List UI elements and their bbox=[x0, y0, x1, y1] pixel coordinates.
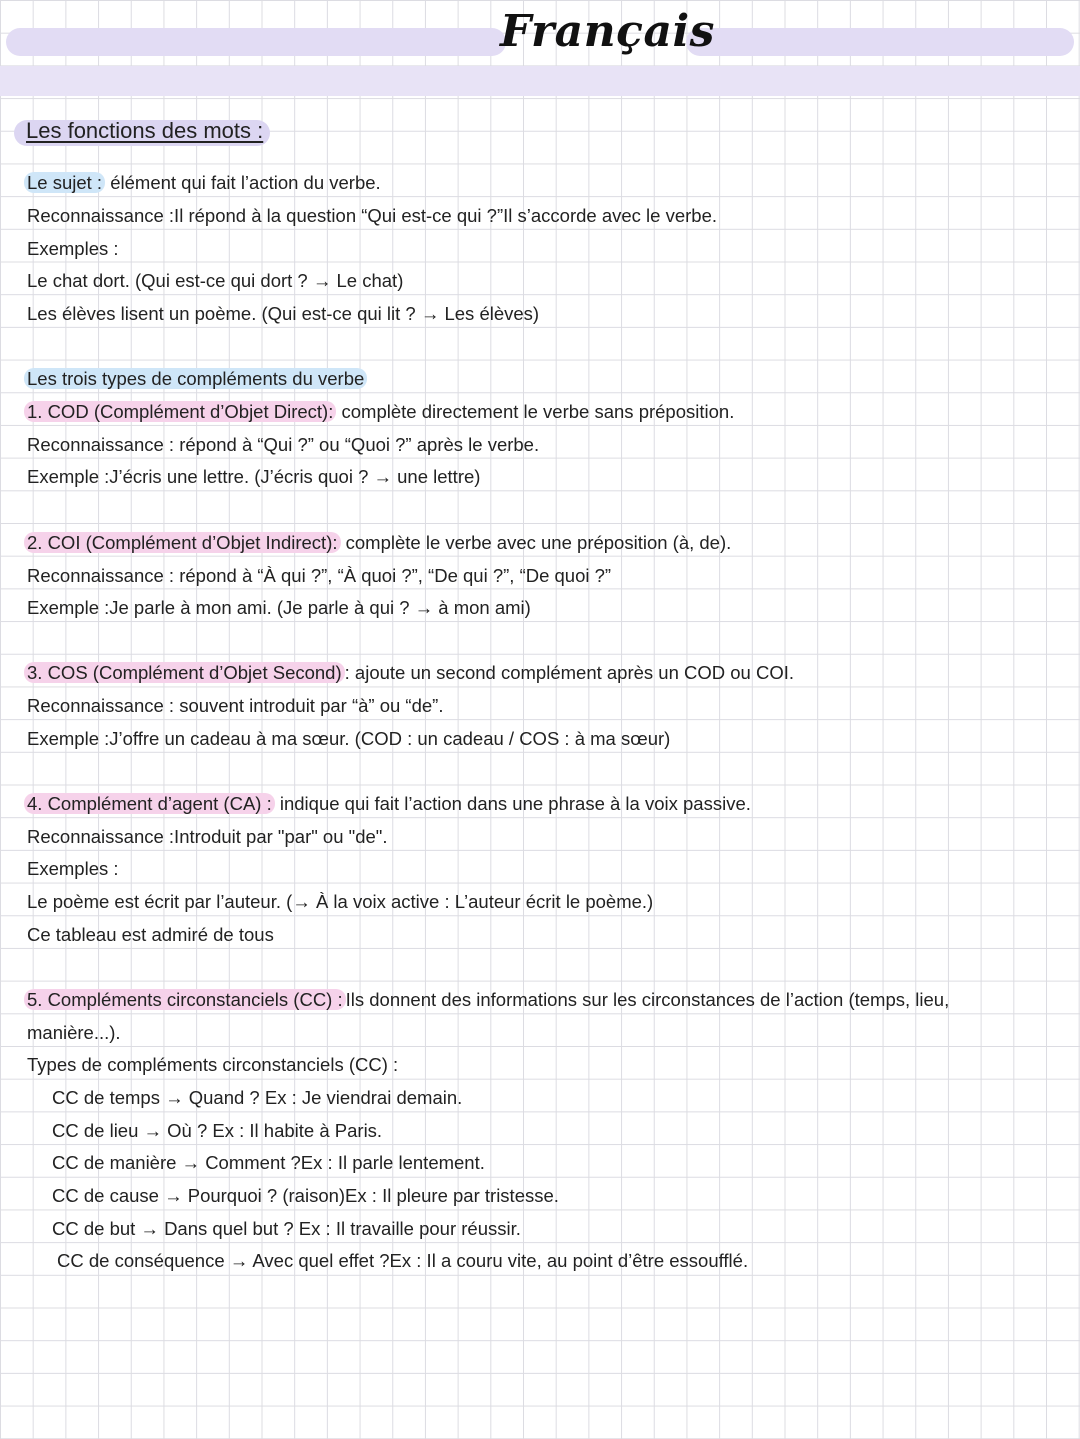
sujet-definition bbox=[27, 171, 381, 195]
cc-def-text: Ils donnent des informations sur les circonstances de l’action (temps, lieu, bbox=[345, 989, 950, 1010]
banner-band bbox=[0, 66, 1080, 96]
cos-def-text: : ajoute un second complément après un COD ou COI. bbox=[344, 662, 795, 683]
sujet-def-text: élément qui fait l’action du verbe. bbox=[105, 172, 381, 193]
cod-label: 1. COD (Complément d’Objet Direct): bbox=[24, 401, 336, 422]
cc-item-temps: CC de temps → Quand ? Ex : Je viendrai demain. bbox=[52, 1087, 463, 1108]
cc-item-cause: CC de cause → Pourquoi ? (raison)Ex : Il pleure par tristesse. bbox=[52, 1185, 559, 1206]
sujet-example-2: Les élèves lisent un poème. (Qui est-ce qui lit ? → Les élèves) bbox=[27, 303, 540, 324]
ca-label: 4. Complément d’agent (CA) : bbox=[24, 793, 275, 814]
cos-reconnaissance: Reconnaissance : souvent introduit par “à” ou “de”. bbox=[27, 695, 444, 716]
cc-item-consequence: CC de conséquence → Avec quel effet ?Ex : Il a couru vite, au point d’être essoufflé. bbox=[57, 1250, 749, 1271]
coi-example: Exemple :Je parle à mon ami. (Je parle à qui ? → à mon ami) bbox=[27, 597, 531, 618]
sujet-reconnaissance: Reconnaissance :Il répond à la question “Qui est-ce qui ?”Il s’accorde avec le verbe. bbox=[27, 205, 718, 226]
banner-bar-left bbox=[6, 28, 506, 56]
ca-examples-label: Exemples : bbox=[27, 858, 119, 879]
banner-bar-right bbox=[686, 28, 1074, 56]
types-title-text: Les trois types de compléments du verbe bbox=[24, 368, 367, 389]
coi-definition bbox=[27, 531, 731, 555]
cod-example: Exemple :J’écris une lettre. (J’écris quoi ? → une lettre) bbox=[27, 466, 481, 487]
section-heading: Les fonctions des mots : bbox=[26, 118, 264, 143]
ca-example-2: Ce tableau est admiré de tous bbox=[27, 924, 274, 945]
sujet-examples-label: Exemples : bbox=[27, 238, 119, 259]
cc-item-lieu: CC de lieu → Où ? Ex : Il habite à Paris. bbox=[52, 1120, 383, 1141]
cod-def-text: complète directement le verbe sans préposition. bbox=[336, 401, 735, 422]
cos-example: Exemple :J’offre un cadeau à ma sœur. (COD : un cadeau / COS : à ma sœur) bbox=[27, 728, 671, 749]
ca-def-text: indique qui fait l’action dans une phrase à la voix passive. bbox=[274, 793, 751, 814]
cc-label: 5. Compléments circonstanciels (CC) : bbox=[24, 989, 346, 1010]
ca-definition bbox=[27, 792, 751, 816]
cc-types-title: Types de compléments circonstanciels (CC) : bbox=[27, 1054, 399, 1075]
coi-label: 2. COI (Complément d’Objet Indirect): bbox=[24, 532, 341, 553]
ca-example-1: Le poème est écrit par l’auteur. (→ À la voix active : L’auteur écrit le poème.) bbox=[27, 891, 654, 912]
sujet-label: Le sujet : bbox=[24, 172, 105, 193]
cod-reconnaissance: Reconnaissance : répond à “Qui ?” ou “Quoi ?” après le verbe. bbox=[27, 434, 540, 455]
page-title: Français bbox=[500, 6, 715, 57]
cos-definition bbox=[27, 661, 794, 685]
cod-definition bbox=[27, 400, 734, 424]
cc-item-but: CC de but → Dans quel but ? Ex : Il travaille pour réussir. bbox=[52, 1218, 521, 1239]
sujet-example-1: Le chat dort. (Qui est-ce qui dort ? → Le chat) bbox=[27, 270, 404, 291]
cc-definition-cont: manière...). bbox=[27, 1022, 121, 1043]
cc-definition bbox=[27, 988, 949, 1012]
coi-reconnaissance: Reconnaissance : répond à “À qui ?”, “À quoi ?”, “De qui ?”, “De quoi ?” bbox=[27, 565, 612, 586]
coi-def-text: complète le verbe avec une préposition (à, de). bbox=[340, 532, 732, 553]
ca-reconnaissance: Reconnaissance :Introduit par "par" ou "de". bbox=[27, 826, 388, 847]
cc-item-maniere: CC de manière → Comment ?Ex : Il parle lentement. bbox=[52, 1152, 485, 1173]
types-title bbox=[27, 367, 367, 391]
cos-label: 3. COS (Complément d’Objet Second) bbox=[24, 662, 345, 683]
